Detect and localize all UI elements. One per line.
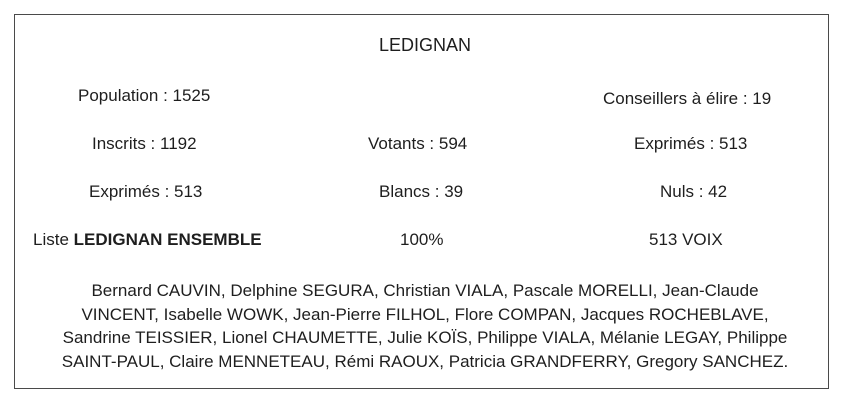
nuls-stat: Nuls : 42 [660, 182, 728, 201]
conseillers-stat: Conseillers à élire : 19 [603, 89, 772, 108]
inscrits-stat: Inscrits : 1192 [92, 134, 197, 153]
candidate-line: Sandrine TEISSIER, Lionel CHAUMETTE, Julie KOÏS, Philippe VIALA, Mélanie LEGAY, Philippe [62, 328, 788, 347]
list-name: LEDIGNAN ENSEMBLE [73, 230, 262, 249]
exprimes-top-stat: Exprimés : 513 [634, 134, 748, 153]
blancs-stat: Blancs : 39 [379, 182, 464, 201]
exprimes-stat: Exprimés : 513 [89, 182, 203, 201]
list-label [33, 231, 262, 248]
list-votes: 513 VOIX [649, 230, 723, 249]
list-prefix: Liste [33, 230, 74, 249]
commune-title: LEDIGNAN [378, 35, 472, 55]
list-percent: 100% [400, 230, 444, 249]
candidate-line: SAINT-PAUL, Claire MENNETEAU, Rémi RAOUX, Patricia GRANDFERRY, Gregory SANCHEZ. [61, 351, 789, 371]
candidate-list [20, 279, 830, 373]
candidate-line: Bernard CAUVIN, Delphine SEGURA, Christian VIALA, Pascale MORELLI, Jean-Claude [91, 281, 759, 300]
votants-stat: Votants : 594 [368, 134, 468, 153]
candidate-line: VINCENT, Isabelle WOWK, Jean-Pierre FILHOL, Flore COMPAN, Jacques ROCHEBLAVE, [81, 304, 769, 324]
population-stat: Population : 1525 [78, 86, 211, 105]
